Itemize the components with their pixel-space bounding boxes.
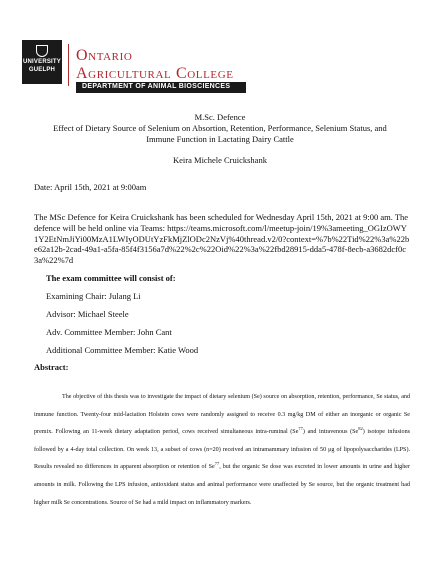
author-name: Keira Michele Cruickshank bbox=[173, 155, 267, 165]
college-line-1: Ontario bbox=[76, 47, 133, 64]
committee-member-adv: Adv. Committee Member: John Cant bbox=[46, 327, 172, 337]
department-name: DEPARTMENT OF ANIMAL BIOSCIENCES bbox=[82, 83, 231, 90]
department-bar bbox=[76, 82, 246, 93]
isotope-superscript-2: 82 bbox=[358, 426, 363, 432]
abstract-body bbox=[34, 389, 410, 512]
header-divider bbox=[68, 44, 69, 86]
committee-heading: The exam committee will consist of: bbox=[46, 273, 176, 283]
isotope-superscript-3: 77 bbox=[214, 461, 220, 467]
committee-member-advisor: Advisor: Michael Steele bbox=[46, 309, 129, 319]
abstract-text-3: ) isotope infusions followed by a 4-day total collection. On week 13, a subset of cows (n=20) received an intramammary infusion of 50 μg of lipopolysaccharides (LPS). Results revealed no differences in apparent absorption or retention of Se bbox=[34, 429, 410, 471]
logo-line-guelph: GUELPH bbox=[28, 67, 56, 73]
college-name bbox=[76, 47, 234, 83]
abstract-heading: Abstract: bbox=[34, 362, 69, 372]
page-header bbox=[22, 40, 422, 92]
isotope-superscript-1: 77 bbox=[298, 426, 303, 432]
college-line-2: Agricultural College bbox=[76, 65, 234, 82]
university-of-guelph-logo bbox=[22, 40, 62, 84]
intro-paragraph: The MSc Defence for Keira Cruickshank has been scheduled for Wednesday April 15th, 2021 at 9:00 am. The defence will be held online via Teams: https://teams.microsoft.com/l/meetup-join/19%3ameeting_OGIzOWY1Y2EtNmJiYi00MzA1LWIyODUtYzFkMjZlODc2NzVj%40thread.v2/0?context=%7b%22Tid%22%3a%22be62a12b-2cad-49a1-a5fa-85f4f3156a7d%22%2c%22Oid%22%3a%22fbd28915-dda5-478f-8ecb-a3682dcf0c3a%22%7d bbox=[34, 212, 410, 266]
abstract-text-2: ) and intravenous (Se bbox=[302, 429, 359, 436]
committee-member-additional: Additional Committee Member: Katie Wood bbox=[46, 345, 199, 355]
committee-member-chair: Examining Chair: Julang Li bbox=[46, 291, 141, 301]
document-type: M.Sc. Defence bbox=[194, 112, 246, 122]
logo-line-university: UNIVERSITY bbox=[22, 59, 61, 65]
abstract-text-4: , but the organic Se dose was excreted in lower amounts in urine and higher amounts in milk. Following the LPS infusion, antioxidant status and animal performance were unaffected by Se source, but the organic treatment had higher milk Se concentrations. Source of Se had a mild impact on inflammatory markers. bbox=[34, 464, 410, 506]
defence-date: Date: April 15th, 2021 at 9:00am bbox=[34, 182, 147, 192]
crest-icon bbox=[36, 45, 48, 57]
document-title: Effect of Dietary Source of Selenium on Absortion, Retention, Performance, Selenium Status, and Immune Function in Lactating Dairy Cattle bbox=[53, 123, 387, 144]
abstract-text-1: The objective of this thesis was to investigate the impact of dietary selenium (Se) source on absorption, retention, performance, Se status, and immune function. Twenty-four mid-lactation Holstein cows were randomly assigned to receive 0.3 mg/kg DM of either an inorganic or organic Se premix. Following an 11-week dietary adaptation period, cows received simultaneous intra-ruminal (Se bbox=[34, 394, 410, 436]
